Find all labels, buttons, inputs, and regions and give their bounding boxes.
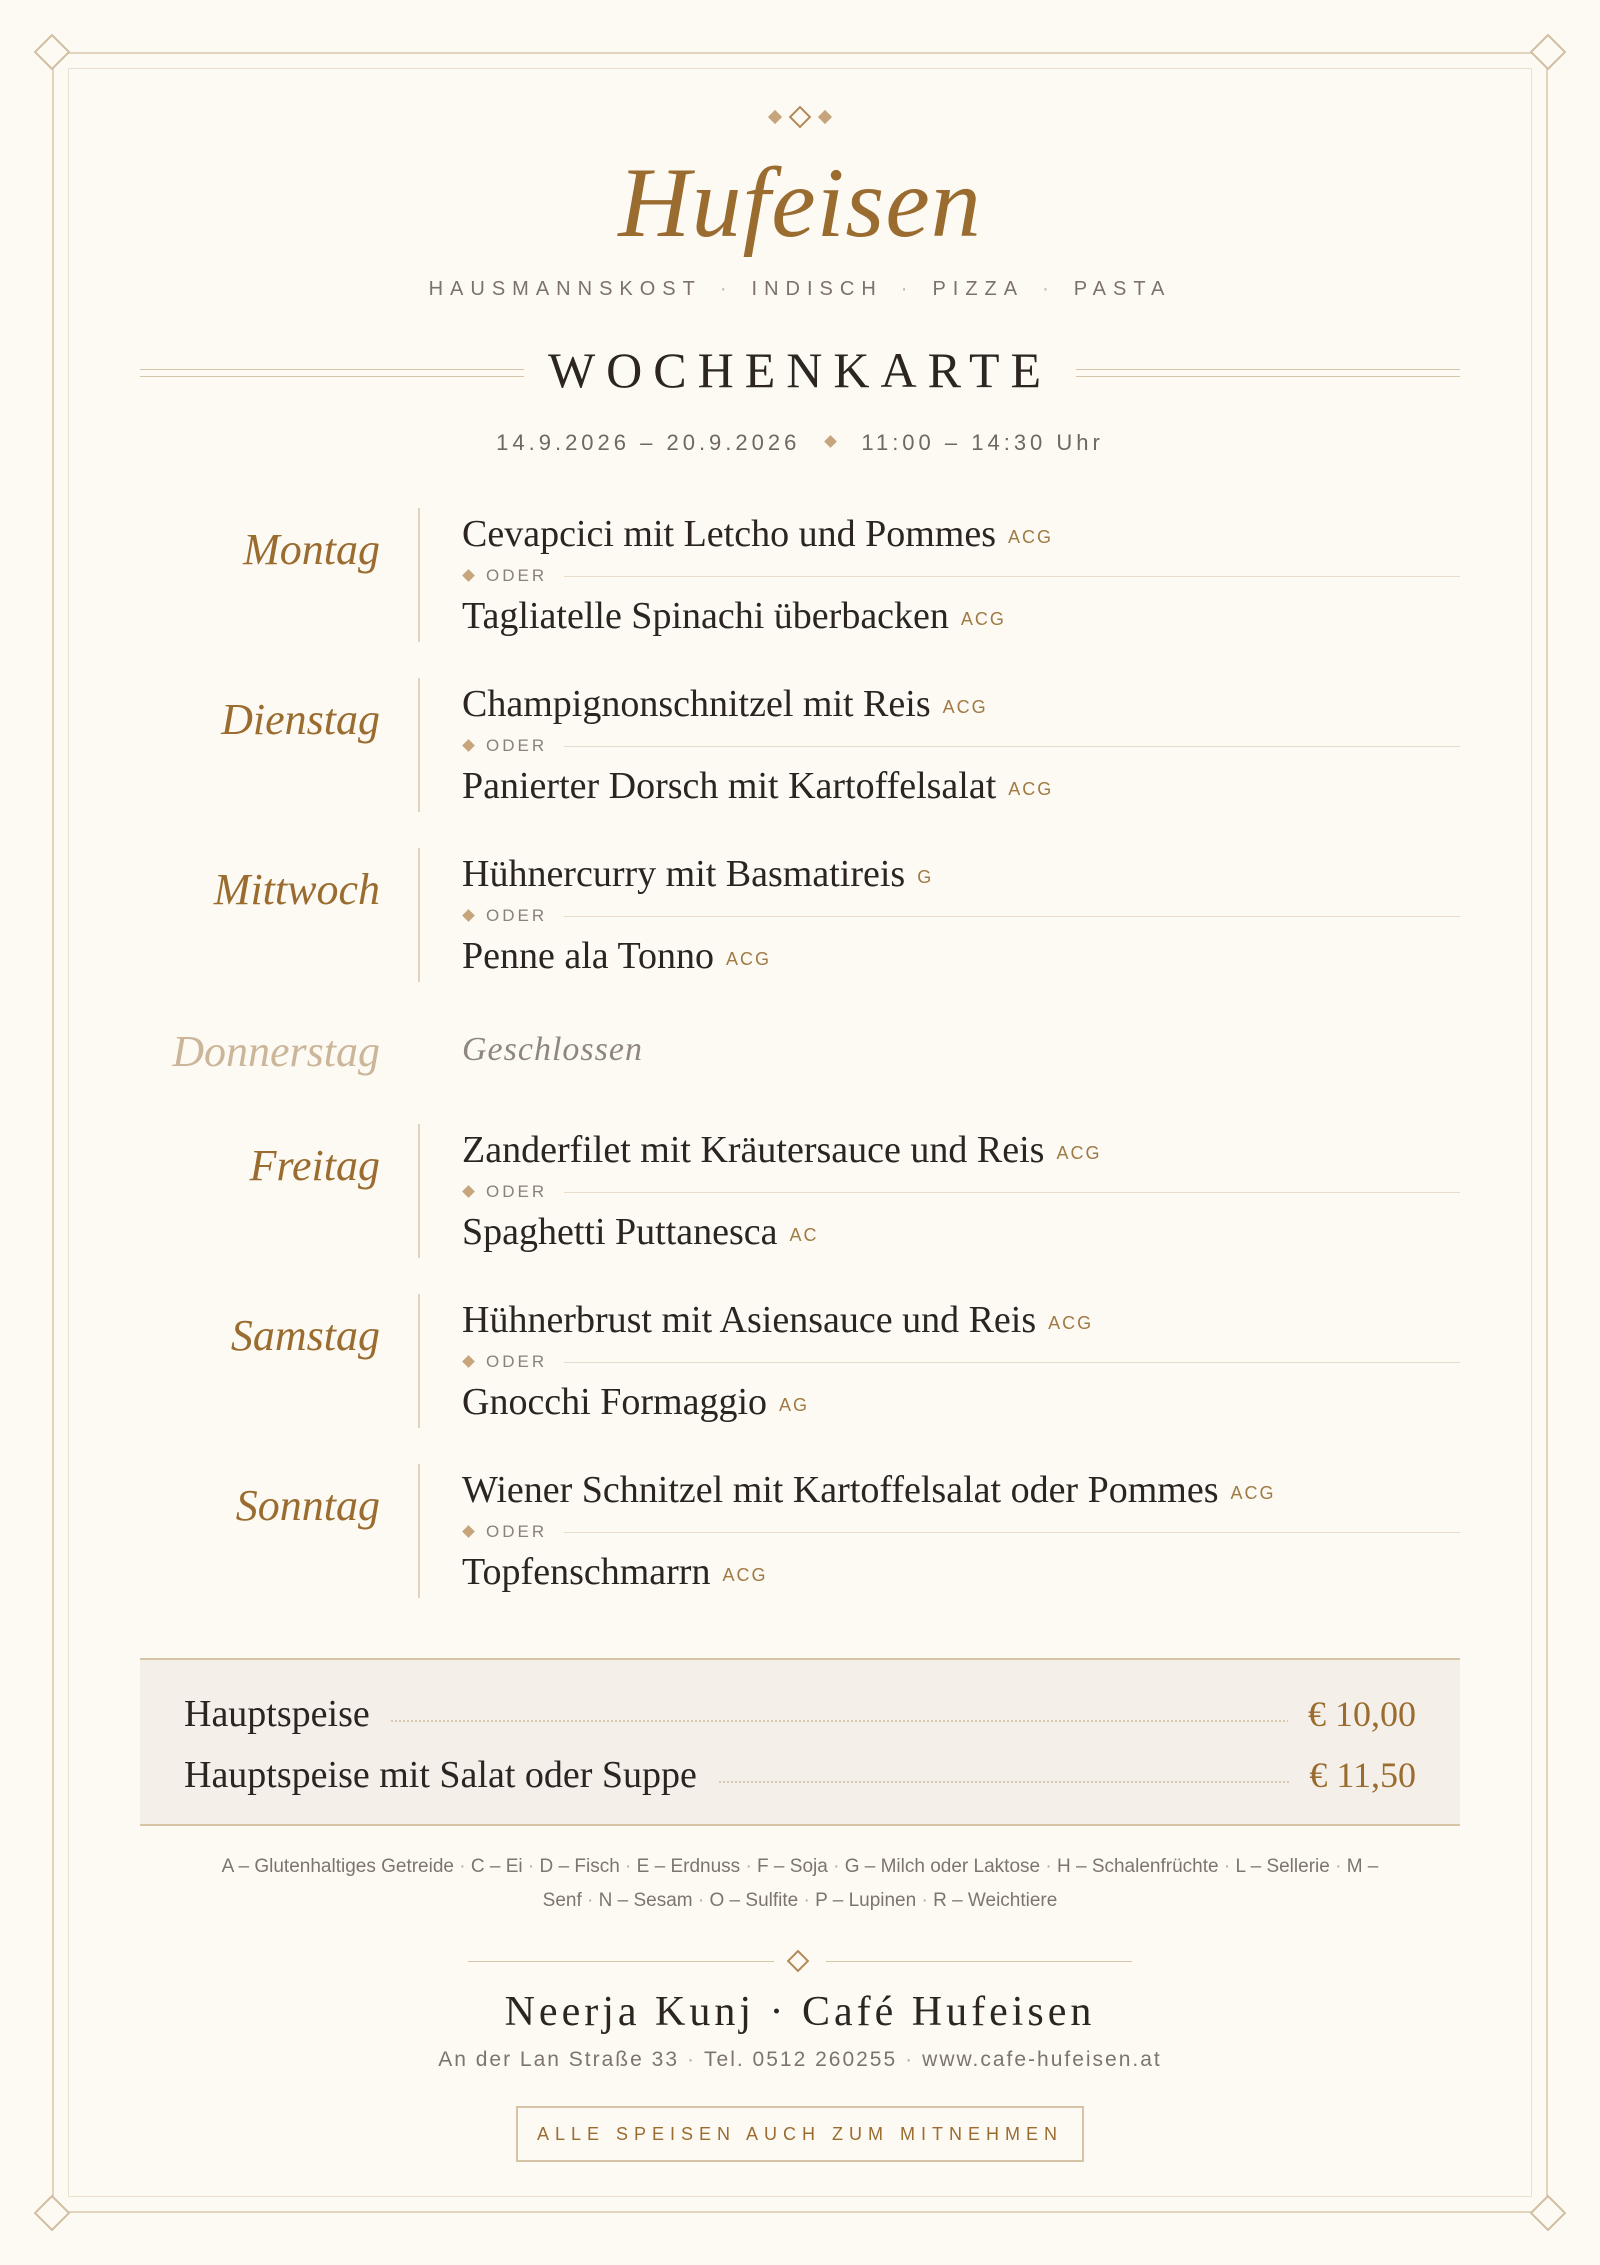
day-divider (418, 848, 420, 982)
closed-notice: Geschlossen (462, 1031, 643, 1068)
or-label: ODER (486, 1352, 548, 1371)
legend-separator: · (1223, 1856, 1231, 1877)
price-value: € 10,00 (1288, 1690, 1416, 1738)
price-box (140, 1658, 1460, 1826)
day-name: Samstag (230, 1311, 380, 1360)
or-label: ODER (486, 1522, 548, 1541)
bullet-diamond-icon (818, 110, 832, 124)
bullet-diamond-icon (462, 909, 475, 922)
day-block-sonntag (140, 1464, 1460, 1600)
or-rule (564, 1532, 1460, 1533)
contact-line (0, 2048, 1600, 2072)
tagline-item: INDISCH (751, 278, 883, 300)
phone: Tel. 0512 260255 (704, 2048, 898, 2071)
bullet-diamond-icon (824, 435, 837, 448)
or-rule (564, 916, 1460, 917)
tagline (0, 278, 1600, 301)
allergen-item: P – Lupinen (815, 1890, 917, 1911)
or-rule (564, 576, 1460, 577)
date-range: 14.9.2026 – 20.9.2026 (496, 430, 801, 455)
allergen-item: R – Weichtiere (933, 1890, 1058, 1911)
day-divider (418, 1124, 420, 1258)
footer-ornament (468, 1950, 1132, 1974)
or-rule (564, 746, 1460, 747)
dish-name: Zanderfilet mit Kräutersauce und Reis (462, 1129, 1045, 1171)
or-divider (462, 734, 1460, 758)
top-ornament (0, 108, 1600, 136)
dish-name: Wiener Schnitzel mit Kartoffelsalat oder Pommes (462, 1469, 1219, 1511)
allergen-item: H – Schalenfrüchte (1056, 1856, 1219, 1877)
price-value: € 11,50 (1289, 1751, 1416, 1799)
allergen-item: A – Glutenhaltiges Getreide (221, 1856, 454, 1877)
day-divider (418, 1464, 420, 1598)
day-divider (418, 508, 420, 642)
allergen-codes: ACG (1008, 779, 1054, 799)
tagline-separator: · (900, 278, 915, 300)
allergen-legend (140, 1850, 1460, 1918)
dish-primary (462, 1466, 1276, 1517)
contact-separator: · (687, 2048, 697, 2071)
allergen-codes: ACG (1048, 1313, 1094, 1333)
bullet-diamond-icon (462, 569, 475, 582)
dish-alternative (462, 932, 771, 983)
allergen-codes: ACG (1056, 1143, 1102, 1163)
day-name: Sonntag (235, 1481, 380, 1530)
allergen-item: M – (1346, 1856, 1379, 1877)
dish-alternative (462, 592, 1006, 643)
allergen-codes: ACG (1008, 527, 1054, 547)
allergen-codes: ACG (960, 609, 1006, 629)
allergen-item: N – Sesam (598, 1890, 693, 1911)
diamond-ornament-icon (789, 106, 812, 129)
allergen-item: O – Sulfite (709, 1890, 799, 1911)
price-row (184, 1690, 1416, 1738)
or-divider (462, 1520, 1460, 1544)
bullet-diamond-icon (462, 1525, 475, 1538)
dish-primary (462, 510, 1053, 561)
or-label: ODER (486, 736, 548, 755)
or-rule (564, 1362, 1460, 1363)
tagline-item: PASTA (1073, 278, 1172, 300)
brand-title: Hufeisen (618, 147, 982, 258)
allergen-codes: AC (789, 1225, 819, 1245)
dish-name: Topfenschmarrn (462, 1551, 711, 1593)
day-divider (418, 1294, 420, 1428)
legend-separator: · (803, 1890, 810, 1911)
legend-separator: · (459, 1856, 466, 1877)
day-block-mittwoch (140, 848, 1460, 984)
or-label: ODER (486, 906, 548, 925)
allergen-item: C – Ei (470, 1856, 523, 1877)
or-divider (462, 904, 1460, 928)
tagline-item: HAUSMANNSKOST (428, 278, 702, 300)
dish-primary (462, 850, 933, 901)
dish-name: Hühnerbrust mit Asiensauce und Reis (462, 1299, 1037, 1341)
legend-separator: · (625, 1856, 632, 1877)
legend-separator: · (1045, 1856, 1052, 1877)
day-block-donnerstag (140, 1022, 1460, 1082)
dish-primary (462, 1296, 1093, 1347)
footer-rule-right (826, 1961, 1132, 1962)
or-divider (462, 564, 1460, 588)
day-name: Mittwoch (213, 865, 380, 914)
price-row (184, 1751, 1416, 1799)
diamond-ornament-icon (787, 1950, 810, 1973)
bullet-diamond-icon (768, 110, 782, 124)
takeaway-badge: ALLE SPEISEN AUCH ZUM MITNEHMEN (516, 2106, 1084, 2162)
owner-name: Neerja Kunj · Café Hufeisen (504, 1989, 1096, 2035)
price-label: Hauptspeise mit Salat oder Suppe (184, 1751, 717, 1799)
dish-primary (462, 1126, 1101, 1177)
allergen-codes: ACG (942, 697, 988, 717)
dish-alternative (462, 1548, 767, 1599)
dish-name: Spaghetti Puttanesca (462, 1211, 778, 1253)
dish-alternative (462, 762, 1053, 813)
day-block-dienstag (140, 678, 1460, 814)
or-divider (462, 1350, 1460, 1374)
dish-name: Gnocchi Formaggio (462, 1381, 768, 1423)
allergen-item: E – Erdnuss (636, 1856, 741, 1877)
day-name: Montag (243, 525, 380, 574)
page-title: WOCHENKARTE (547, 342, 1053, 398)
allergen-codes: G (917, 867, 934, 887)
dish-name: Champignonschnitzel mit Reis (462, 683, 931, 725)
tagline-separator: · (719, 278, 734, 300)
allergen-codes: ACG (722, 1565, 768, 1585)
price-label: Hauptspeise (184, 1690, 390, 1738)
or-rule (564, 1192, 1460, 1193)
day-block-montag (140, 508, 1460, 644)
dish-name: Penne ala Tonno (462, 935, 715, 977)
day-block-samstag (140, 1294, 1460, 1430)
day-name: Donnerstag (172, 1027, 380, 1076)
legend-separator: · (527, 1856, 535, 1877)
dish-primary (462, 680, 988, 731)
dish-name: Hühnercurry mit Basmatireis (462, 853, 906, 895)
legend-separator: · (745, 1856, 752, 1877)
allergen-codes: ACG (1230, 1483, 1276, 1503)
legend-separator: · (587, 1890, 594, 1911)
allergen-item: L – Sellerie (1235, 1856, 1330, 1877)
allergen-item: Senf (542, 1890, 582, 1911)
dish-alternative (462, 1378, 809, 1429)
website-link[interactable]: www.cafe-hufeisen.at (922, 2048, 1162, 2071)
dish-name: Panierter Dorsch mit Kartoffelsalat (462, 765, 997, 807)
allergen-legend-line (140, 1884, 1460, 1918)
or-divider (462, 1180, 1460, 1204)
address: An der Lan Straße 33 (438, 2048, 680, 2071)
or-label: ODER (486, 566, 548, 585)
legend-separator: · (1335, 1856, 1342, 1877)
day-block-freitag (140, 1124, 1460, 1260)
legend-separator: · (921, 1890, 928, 1911)
legend-separator: · (697, 1890, 705, 1911)
allergen-item: D – Fisch (539, 1856, 620, 1877)
legend-separator: · (833, 1856, 840, 1877)
footer-rule-left (468, 1961, 774, 1962)
dish-name: Cevapcici mit Letcho und Pommes (462, 513, 997, 555)
allergen-item: G – Milch oder Laktose (844, 1856, 1041, 1877)
bullet-diamond-icon (462, 1355, 475, 1368)
opening-hours: 11:00 – 14:30 Uhr (861, 430, 1104, 455)
day-divider (418, 678, 420, 812)
date-hours-line (0, 430, 1600, 456)
allergen-legend-line (140, 1850, 1460, 1884)
bullet-diamond-icon (462, 1185, 475, 1198)
contact-separator: · (905, 2048, 915, 2071)
allergen-codes: AG (779, 1395, 810, 1415)
bullet-diamond-icon (462, 739, 475, 752)
day-name: Freitag (249, 1141, 380, 1190)
allergen-item: F – Soja (757, 1856, 828, 1877)
or-label: ODER (486, 1182, 548, 1201)
dish-alternative (462, 1208, 819, 1259)
allergen-codes: ACG (726, 949, 772, 969)
tagline-item: PIZZA (932, 278, 1025, 300)
day-name: Dienstag (221, 695, 380, 744)
tagline-separator: · (1042, 278, 1056, 300)
dish-name: Tagliatelle Spinachi überbacken (462, 595, 949, 637)
